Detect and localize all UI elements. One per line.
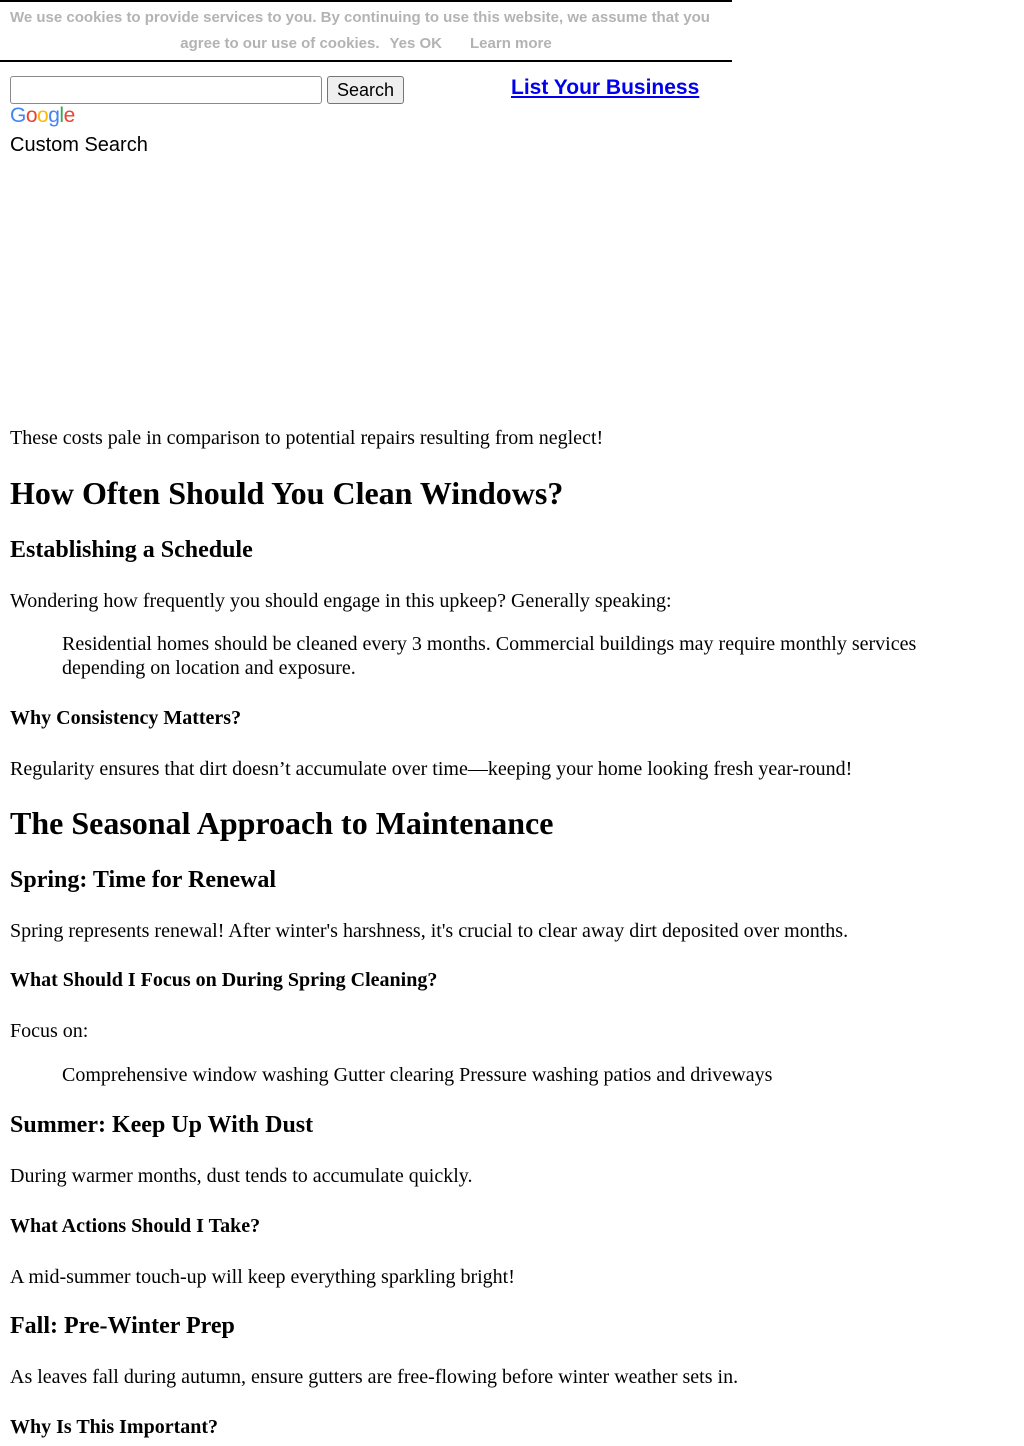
heading-fall: Fall: Pre-Winter Prep <box>10 1313 235 1339</box>
google-logo-letter: g <box>48 104 60 127</box>
heading-important: Why Is This Important? <box>10 1416 219 1438</box>
google-logo-letter: G <box>10 104 26 127</box>
custom-search-label: Custom Search <box>10 134 148 156</box>
intro-paragraph: These costs pale in comparison to potential repairs resulting from neglect! <box>10 427 604 449</box>
quote-schedule: Residential homes should be cleaned every 3 months. Commercial buildings may require monthly services depending on location and exposure. <box>62 633 917 679</box>
heading-actions: What Actions Should I Take? <box>10 1215 261 1237</box>
quote-focus: Comprehensive window washing Gutter clearing Pressure washing patios and driveways <box>62 1064 773 1086</box>
google-logo-letter: o <box>25 104 38 127</box>
list-your-business-link[interactable]: List Your Business <box>511 76 700 99</box>
cookie-message-text: agree to our use of cookies. <box>180 35 380 52</box>
heading-schedule: Establishing a Schedule <box>10 537 253 563</box>
cookie-message-line1: We use cookies to provide services to you. By continuing to use this website, we assume that you <box>10 9 710 26</box>
google-logo-letter: o <box>37 104 49 127</box>
search-input[interactable] <box>10 76 322 104</box>
paragraph-focus: Focus on: <box>10 1020 89 1042</box>
cookie-message-line2 <box>0 31 732 57</box>
paragraph-spring: Spring represents renewal! After winter's harshness, it's crucial to clear away dirt deposited over months. <box>10 920 849 942</box>
cookie-consent-bar <box>0 0 732 62</box>
heading-consistency: Why Consistency Matters? <box>10 707 242 729</box>
google-logo-letter: l <box>59 104 64 127</box>
paragraph-wondering: Wondering how frequently you should engage in this upkeep? Generally speaking: <box>10 590 672 612</box>
cookie-learn-more-link[interactable]: Learn more <box>470 35 552 52</box>
search-button[interactable]: Search <box>327 76 404 104</box>
cookie-yes-ok-button[interactable]: Yes OK <box>389 35 443 52</box>
paragraph-regularity: Regularity ensures that dirt doesn’t accumulate over time—keeping your home looking fresh year-round! <box>10 758 853 780</box>
heading-spring-focus: What Should I Focus on During Spring Cleaning? <box>10 969 438 991</box>
paragraph-midsummer: A mid-summer touch-up will keep everything sparkling bright! <box>10 1266 515 1288</box>
paragraph-fall: As leaves fall during autumn, ensure gutters are free-flowing before winter weather sets in. <box>10 1366 739 1388</box>
google-logo <box>10 104 75 128</box>
heading-clean-windows: How Often Should You Clean Windows? <box>10 475 564 511</box>
heading-spring: Spring: Time for Renewal <box>10 867 277 893</box>
heading-summer: Summer: Keep Up With Dust <box>10 1112 314 1138</box>
paragraph-summer: During warmer months, dust tends to accumulate quickly. <box>10 1165 473 1187</box>
google-logo-letter: e <box>63 104 75 127</box>
heading-seasonal: The Seasonal Approach to Maintenance <box>10 805 554 841</box>
